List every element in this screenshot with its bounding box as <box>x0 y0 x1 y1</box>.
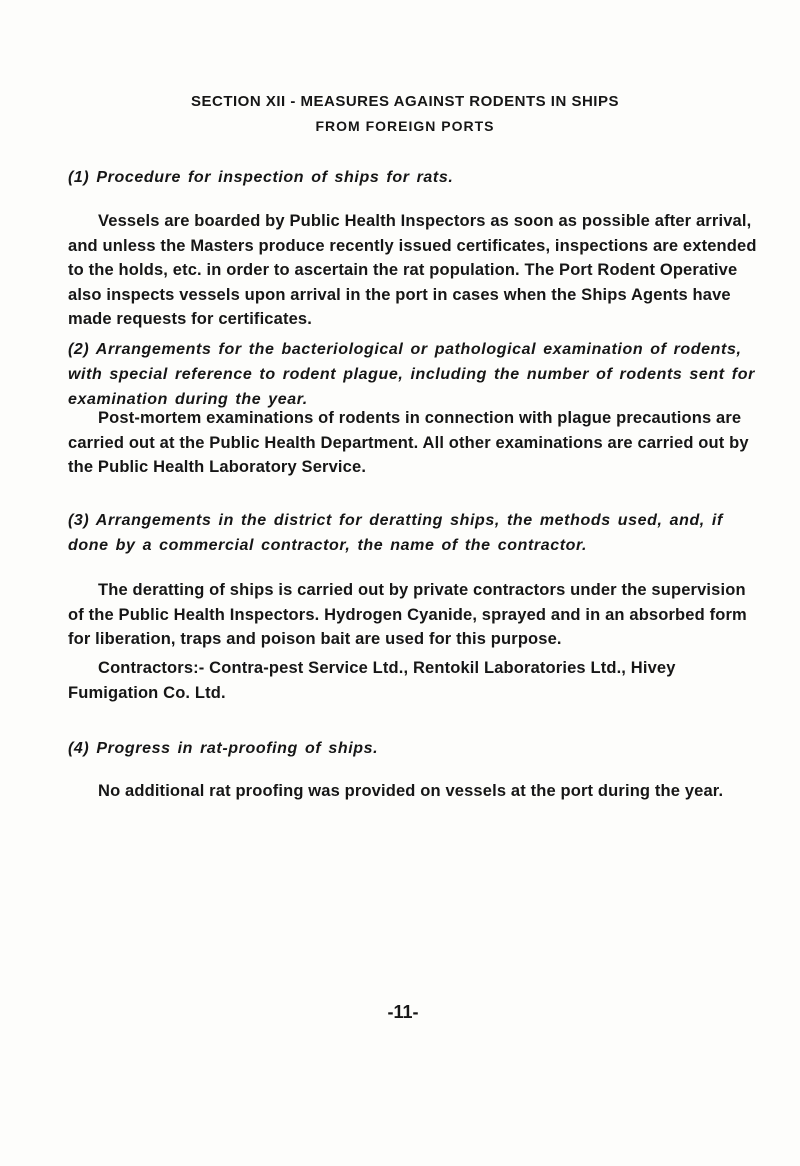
item-2-paragraph: Post-mortem examinations of rodents in connection with plague precautions are carried out at the Public Health Department. All other examinations are carried out by the Public Health Laboratory Service. <box>68 409 749 476</box>
item-1-paragraph: Vessels are boarded by Public Health Inspectors as soon as possible after arrival, and unless the Masters produce recently issued certificates, inspections are extended to the holds, etc. in order to ascertain the rat population. The Port Rodent Operative also inspects vessels upon arrival in the port in cases when the Ships Agents have made requests for certificates. <box>68 212 757 328</box>
item-2-heading: (2) Arrangements for the bacteriological or pathological examination of rodents, with special reference to rodent plague, including the number of rodents sent for examination during the year. <box>68 341 755 408</box>
section-subtitle: FROM FOREIGN PORTS <box>315 118 495 134</box>
contractors-paragraph: Contractors:- Contra-pest Service Ltd., Rentokil Laboratories Ltd., Hivey Fumigation Co. Ltd. <box>68 659 676 702</box>
page-number: -11- <box>387 1002 419 1022</box>
section-title: SECTION XII - MEASURES AGAINST RODENTS IN SHIPS <box>191 93 619 110</box>
item-1-heading: (1) Procedure for inspection of ships for rats. <box>68 169 454 186</box>
item-3-heading: (3) Arrangements in the district for deratting ships, the methods used, and, if done by a commercial contractor, the name of the contractor. <box>68 512 723 554</box>
item-4-heading: (4) Progress in rat-proofing of ships. <box>68 740 379 757</box>
item-4-paragraph: No additional rat proofing was provided on vessels at the port during the year. <box>98 782 724 800</box>
item-3-paragraph: The deratting of ships is carried out by private contractors under the supervision of the Public Health Inspectors. Hydrogen Cyanide, sprayed and in an absorbed form for liberation, traps and poison bait are used for this purpose. <box>68 581 747 648</box>
